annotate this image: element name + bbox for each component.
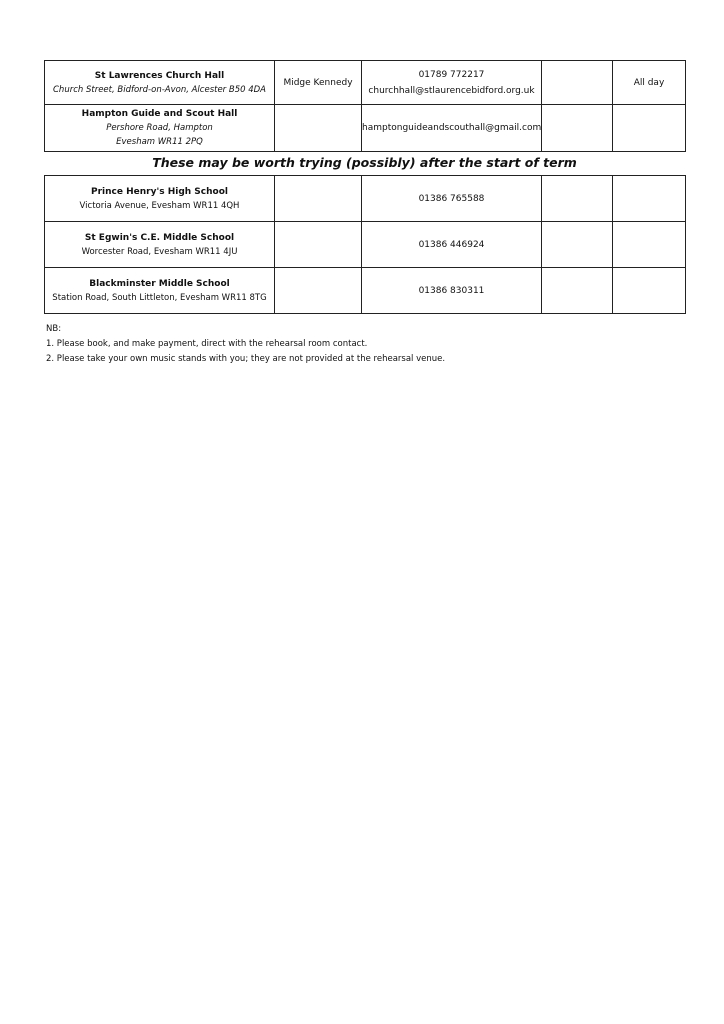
venue-cell <box>45 105 275 152</box>
email-address: hamptonguideandscouthall@gmail.com <box>362 123 542 133</box>
note-item: 2. Please take your own music stands with you; they are not provided at the rehearsal venue. <box>46 354 446 364</box>
venue-cell <box>45 268 275 314</box>
venue-address-line-1: Pershore Road, Hampton <box>106 123 213 133</box>
venue-address: Victoria Avenue, Evesham WR11 4QH <box>79 200 240 211</box>
empty-cell <box>542 176 613 222</box>
note-item: 1. Please book, and make payment, direct with the rehearsal room contact. <box>46 339 368 349</box>
availability-cell <box>613 222 686 268</box>
venue-name: St Lawrences Church Hall <box>94 70 225 81</box>
contact-name: Midge Kennedy <box>283 77 353 88</box>
phone-number: 01386 765588 <box>418 193 485 204</box>
venue-address: Church Street, Bidford-on-Avon, Alcester B50 4DA <box>53 84 266 95</box>
phone-number: 01789 772217 <box>418 69 485 80</box>
phone-number: 01386 446924 <box>418 239 485 250</box>
phone-cell <box>362 222 542 268</box>
venue-address: Station Road, South Littleton, Evesham WR11 8TG <box>52 292 267 303</box>
venue-cell <box>45 61 275 105</box>
venue-cell <box>45 176 275 222</box>
availability-cell <box>613 268 686 314</box>
table-row <box>45 222 686 268</box>
contact-cell <box>275 176 362 222</box>
phone-cell <box>362 268 542 314</box>
table-row <box>45 61 686 105</box>
venue-table-primary <box>44 60 686 152</box>
email-address: churchhall@stlaurencebidford.org.uk <box>368 85 535 96</box>
table-row <box>45 268 686 314</box>
phone-email-cell <box>362 105 542 152</box>
empty-cell <box>542 222 613 268</box>
availability-cell <box>613 105 686 152</box>
venue-address-line-2: Evesham WR11 2PQ <box>116 137 203 147</box>
venue-table-secondary <box>44 175 686 314</box>
venue-name: Blackminster Middle School <box>89 278 230 289</box>
phone-cell <box>362 176 542 222</box>
availability-cell <box>613 176 686 222</box>
venue-name: Hampton Guide and Scout Hall <box>81 109 238 119</box>
venue-name: St Egwin's C.E. Middle School <box>84 232 235 243</box>
contact-cell <box>275 268 362 314</box>
availability: All day <box>633 77 665 88</box>
venue-cell <box>45 222 275 268</box>
venue-name: Prince Henry's High School <box>91 186 228 197</box>
contact-cell <box>275 222 362 268</box>
table-row <box>45 176 686 222</box>
empty-cell <box>542 105 613 152</box>
section-heading: These may be worth trying (possibly) after the start of term <box>152 155 577 170</box>
notes-label: NB: <box>46 324 62 334</box>
notes-section <box>46 322 445 367</box>
table-row <box>45 105 686 152</box>
contact-cell <box>275 105 362 152</box>
phone-number: 01386 830311 <box>418 285 485 296</box>
empty-cell <box>542 268 613 314</box>
empty-cell <box>542 61 613 105</box>
venue-address: Worcester Road, Evesham WR11 4JU <box>81 246 238 257</box>
contact-cell <box>275 61 362 105</box>
phone-email-cell <box>362 61 542 105</box>
availability-cell <box>613 61 686 105</box>
